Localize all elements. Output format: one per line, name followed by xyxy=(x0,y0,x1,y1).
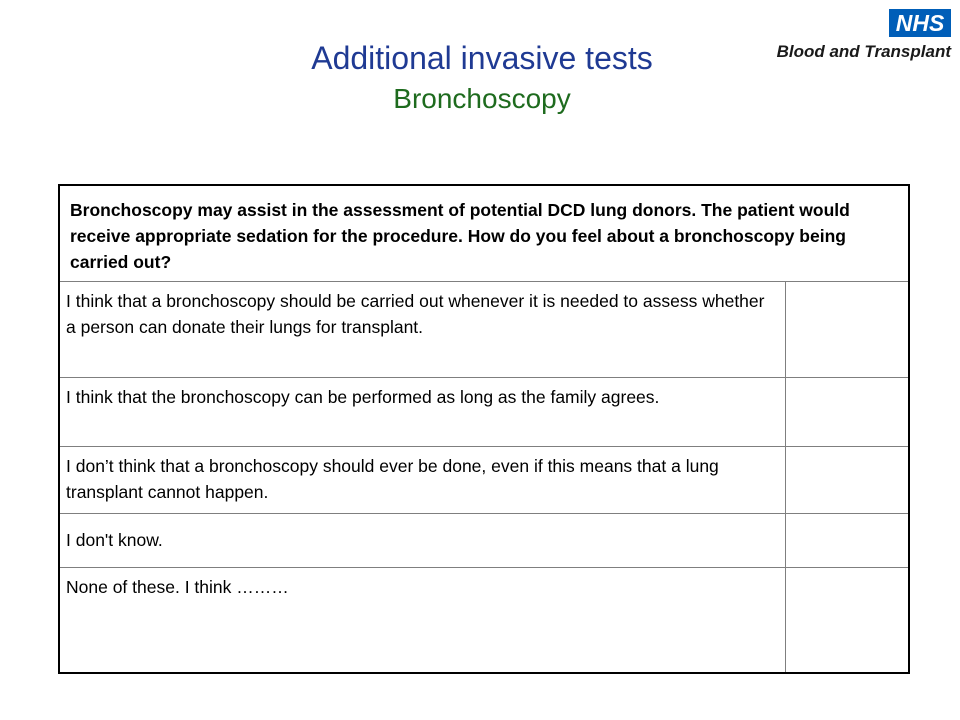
option-answer-cell[interactable] xyxy=(786,282,908,377)
option-row xyxy=(60,514,908,568)
option-answer-cell[interactable] xyxy=(786,568,908,672)
option-text: I don't know. xyxy=(60,514,786,567)
page-title: Additional invasive tests xyxy=(311,40,653,76)
option-answer-cell[interactable] xyxy=(786,378,908,446)
option-text: I think that the bronchoscopy can be performed as long as the family agrees. xyxy=(60,378,786,446)
option-row xyxy=(60,447,908,514)
option-text: I think that a bronchoscopy should be carried out whenever it is needed to assess whether a person can donate their lungs for transplant. xyxy=(60,282,786,377)
page-subtitle: Bronchoscopy xyxy=(393,83,571,114)
option-answer-cell[interactable] xyxy=(786,447,908,513)
questionnaire-table xyxy=(58,184,910,674)
option-answer-cell[interactable] xyxy=(786,514,908,567)
option-row xyxy=(60,378,908,447)
option-row xyxy=(60,282,908,378)
nhs-badge: NHS xyxy=(889,9,951,37)
option-row xyxy=(60,568,908,672)
option-text: None of these. I think ……… xyxy=(60,568,786,672)
logo-text: Blood and Transplant xyxy=(776,42,951,61)
option-text: I don’t think that a bronchoscopy should ever be done, even if this means that a lung transplant cannot happen. xyxy=(60,447,786,513)
question-header: Bronchoscopy may assist in the assessment of potential DCD lung donors. The patient would receive appropriate sedation for the procedure. How do you feel about a bronchoscopy being carried out? xyxy=(60,186,908,282)
